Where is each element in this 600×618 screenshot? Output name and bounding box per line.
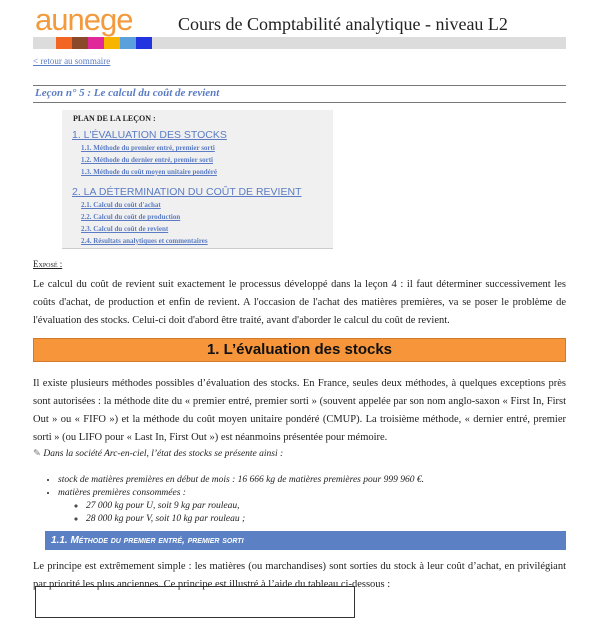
plan-section-link[interactable]: 2. LA DÉTERMINATION DU COÛT DE REVIENT [72,186,302,198]
plan-item-link[interactable]: 2.3. Calcul du coût de revient [81,225,169,233]
example-text: Dans la société Arc-en-ciel, l’état des stocks se présente ainsi : [43,449,284,459]
fifo-table [35,586,355,618]
plan-section-link[interactable]: 1. L'ÉVALUATION DES STOCKS [72,129,227,141]
expose-label: Exposé : [33,259,63,269]
lesson-title: Leçon n° 5 : Le calcul du coût de revient [35,87,220,99]
divider [33,85,566,86]
divider [33,102,566,103]
sub-list-item: ◦ 27 000 kg pour U, soit 9 kg par rouleau, [86,500,424,513]
plan-item-link[interactable]: 1.2. Méthode du dernier entré, premier sorti [81,156,214,164]
subsection-heading: 1.1. Méthode du premier entré, premier sorti [45,531,566,550]
pencil-icon: ✎ [33,449,41,459]
intro-paragraph: Le calcul du coût de revient suit exactement le processus développé dans la leçon 4 : il faut déterminer successivement les coûts d'achat, de production et enfin de revient. A l'occasion de l'achat des matières premières, va se poser le problème de l'évaluation des stocks. Celui-ci doit d'abord être traité, avant d'aborder le calcul du coût de revient. [33,279,566,326]
list-item: • stock de matières premières en début de mois : 16 666 kg de matières premières pour 999 960 €. [58,474,424,487]
list-item [58,487,424,526]
plan-heading: PLAN DE LA LEÇON : [73,114,156,123]
page-title: Cours de Comptabilité analytique - niveau L2 [178,14,508,34]
aunege-logo: aunege [35,2,133,37]
subsection-paragraph: Le principe est extrêmement simple : les matières (ou marchandises) sont sorties du stock à leur coût d’achat, en privilégiant par priorité les plus anciennes. Ce principe est illustré à l’aide du tableau ci-dessous : [33,561,566,590]
plan-item-link[interactable]: 1.1. Méthode du premier entré, premier sorti [81,144,215,152]
plan-item-link[interactable]: 1.3. Méthode du coût moyen unitaire pondéré [81,168,217,176]
back-to-summary-link[interactable]: < retour au sommaire [33,56,111,66]
plan-item-link[interactable]: 2.2. Calcul du coût de production [81,213,181,221]
example-intro [33,448,283,459]
sub-list-item: ◦ 28 000 kg pour V, soit 10 kg par rouleau ; [86,513,424,526]
section-paragraph: Il existe plusieurs méthodes possibles d’évaluation des stocks. En France, seules deux méthodes, à quelques exceptions près sont autorisées : la méthode dite du « premier entré, premier sorti » (souvent appelée par son nom anglo-saxon « First In, First Out » ou « FIFO ») et la méthode du coût moyen unitaire pondéré (CMUP). La troisième méthode, « dernier entré, premier sorti » (ou LIFO pour « Last In, First Out ») est néanmoins présentée pour mémoire. [33,378,566,443]
plan-item-link[interactable]: 2.1. Calcul du coût d'achat [81,201,161,209]
stock-list [48,474,424,526]
list-item-text: matières premières consommées : [58,488,186,498]
color-blocks [56,37,152,49]
plan-item-link[interactable]: 2.4. Résultats analytiques et commentaires [81,237,208,245]
lesson-plan [62,110,333,249]
section-heading: 1. L’évaluation des stocks [33,338,566,362]
